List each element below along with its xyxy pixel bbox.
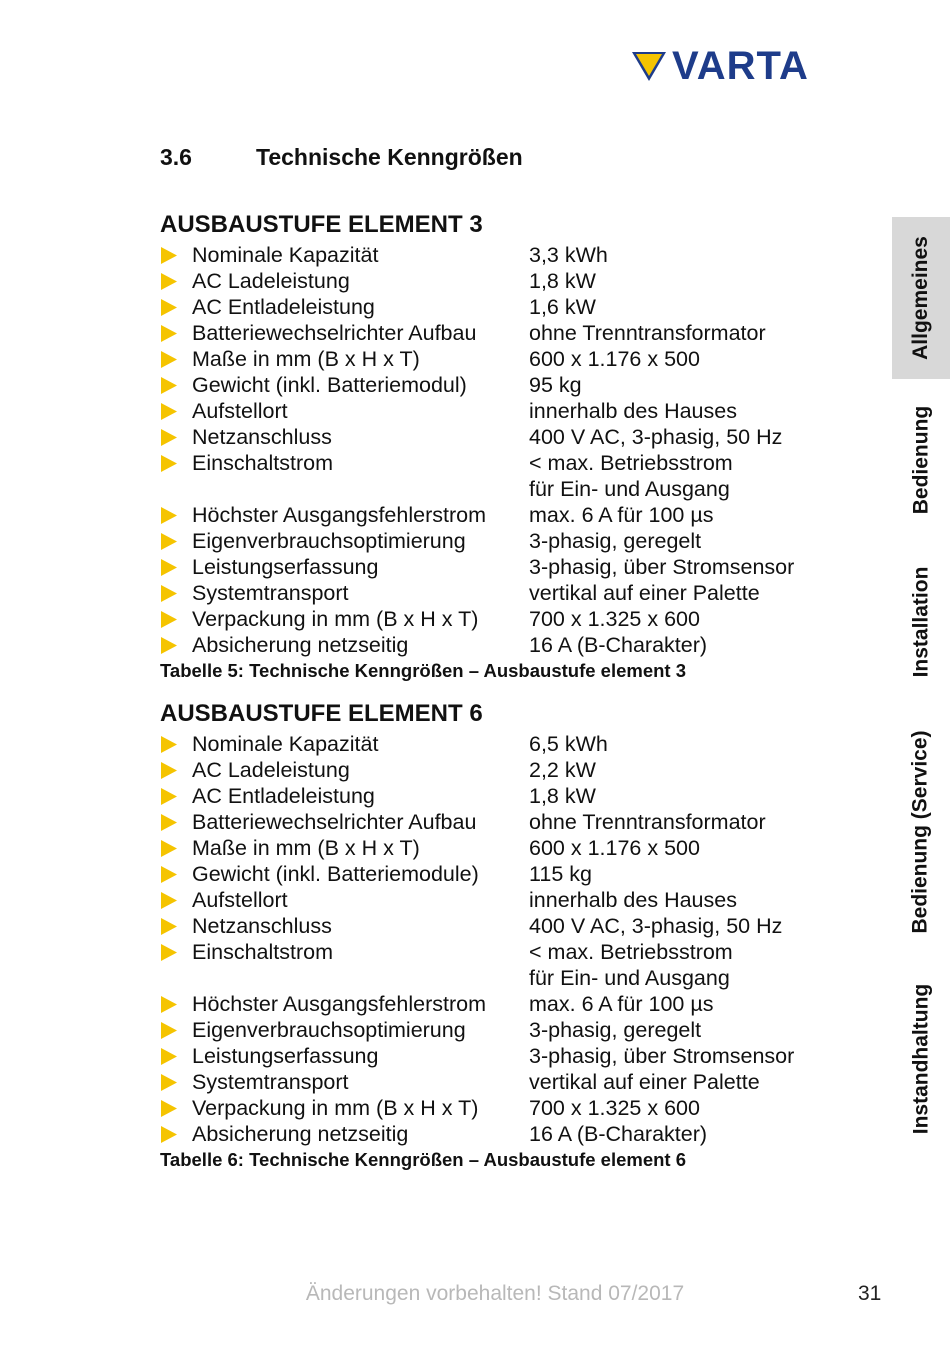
bullet-triangle-icon (160, 783, 192, 809)
bullet-triangle-icon (160, 528, 192, 554)
spec-value: max. 6 A für 100 µs (529, 992, 714, 1016)
spec-value: < max. Betriebsstrom für Ein- und Ausgang (529, 940, 733, 990)
footer-note: Änderungen vorbehalten! Stand 07/2017 (305, 1282, 685, 1305)
bullet-triangle-icon (160, 398, 192, 424)
bullet-triangle-icon (160, 835, 192, 861)
spec-row (160, 1121, 840, 1147)
spec-label: AC Ladeleistung (192, 758, 350, 782)
spec-value: ohne Trenntransformator (529, 810, 766, 834)
spec-label: Leistungserfassung (192, 555, 379, 579)
spec-label: Absicherung netzseitig (192, 1122, 409, 1146)
spec-label: Systemtransport (192, 581, 349, 605)
spec-value: 16 A (B-Charakter) (529, 1122, 708, 1146)
spec-row (160, 450, 840, 502)
spec-value: max. 6 A für 100 µs (529, 503, 714, 527)
spec-value: 700 x 1.325 x 600 (529, 607, 700, 631)
varta-logo (632, 44, 844, 88)
bullet-triangle-icon (160, 809, 192, 835)
spec-label: Leistungserfassung (192, 1044, 379, 1068)
varta-shield-icon (632, 50, 666, 82)
spec-row (160, 887, 840, 913)
tab-label: Allgemeines (909, 236, 932, 360)
bullet-triangle-icon (160, 887, 192, 913)
spec-label: AC Ladeleistung (192, 269, 350, 293)
spec-row (160, 991, 840, 1017)
spec-row (160, 294, 840, 320)
spec-list (160, 242, 840, 658)
tab-label: Bedienung (909, 405, 932, 515)
bullet-triangle-icon (160, 580, 192, 606)
spec-value: 400 V AC, 3-phasig, 50 Hz (529, 914, 783, 938)
tab-label: Installation (909, 566, 933, 678)
spec-value: 1,8 kW (529, 784, 596, 808)
spec-row (160, 398, 840, 424)
table-title: AUSBAUSTUFE ELEMENT 6 (160, 700, 483, 727)
spec-row (160, 1095, 840, 1121)
spec-label: Nominale Kapazität (192, 243, 379, 267)
spec-value: 600 x 1.176 x 500 (529, 347, 700, 371)
spec-label: Systemtransport (192, 1070, 349, 1094)
bullet-triangle-icon (160, 1017, 192, 1043)
bullet-triangle-icon (160, 913, 192, 939)
spec-row (160, 913, 840, 939)
spec-row (160, 1069, 840, 1095)
spec-row (160, 632, 840, 658)
section-title: Technische Kenngrößen (256, 144, 523, 170)
spec-label: AC Entladeleistung (192, 784, 375, 808)
spec-value: 16 A (B-Charakter) (529, 633, 708, 657)
table-title: AUSBAUSTUFE ELEMENT 3 (160, 211, 483, 238)
spec-row (160, 809, 840, 835)
spec-value: 115 kg (529, 862, 592, 886)
section-heading (160, 144, 760, 171)
spec-row (160, 861, 840, 887)
spec-label: Netzanschluss (192, 425, 332, 449)
bullet-triangle-icon (160, 1069, 192, 1095)
spec-row (160, 757, 840, 783)
spec-label: Absicherung netzseitig (192, 633, 409, 657)
spec-value: 1,8 kW (529, 269, 596, 293)
spec-label: Maße in mm (B x H x T) (192, 347, 420, 371)
tab-bedienung-service[interactable] (892, 712, 950, 952)
spec-label: Höchster Ausgangsfehlerstrom (192, 503, 486, 527)
bullet-triangle-icon (160, 1043, 192, 1069)
spec-list (160, 731, 840, 1147)
spec-row (160, 580, 840, 606)
bullet-triangle-icon (160, 861, 192, 887)
bullet-triangle-icon (160, 502, 192, 528)
spec-label: Verpackung in mm (B x H x T) (192, 1096, 479, 1120)
bullet-triangle-icon (160, 1121, 192, 1147)
spec-value: innerhalb des Hauses (529, 399, 737, 423)
spec-label: Aufstellort (192, 399, 288, 423)
spec-row (160, 372, 840, 398)
spec-row (160, 320, 840, 346)
spec-value: 2,2 kW (529, 758, 596, 782)
varta-logo-text: VARTA (672, 44, 809, 88)
spec-row (160, 502, 840, 528)
tab-bedienung[interactable] (892, 395, 950, 525)
bullet-triangle-icon (160, 268, 192, 294)
spec-value: 600 x 1.176 x 500 (529, 836, 700, 860)
spec-value: 700 x 1.325 x 600 (529, 1096, 700, 1120)
spec-value: vertikal auf einer Palette (529, 1070, 760, 1094)
spec-value: 3-phasig, geregelt (529, 1018, 702, 1042)
spec-row (160, 783, 840, 809)
spec-label: Einschaltstrom (192, 940, 333, 964)
spec-value: 1,6 kW (529, 295, 596, 319)
spec-row (160, 606, 840, 632)
bullet-triangle-icon (160, 991, 192, 1017)
spec-value: ohne Trenntransformator (529, 321, 766, 345)
spec-label: Gewicht (inkl. Batteriemodul) (192, 373, 467, 397)
tab-allgemeines[interactable] (892, 217, 950, 379)
spec-row (160, 835, 840, 861)
spec-value: 3-phasig, über Stromsensor (529, 1044, 795, 1068)
spec-label: Eigenverbrauchsoptimierung (192, 529, 466, 553)
spec-label: Höchster Ausgangsfehlerstrom (192, 992, 486, 1016)
bullet-triangle-icon (160, 424, 192, 450)
bullet-triangle-icon (160, 372, 192, 398)
tab-label: Bedienung (Service) (909, 730, 932, 934)
spec-value: 3-phasig, über Stromsensor (529, 555, 795, 579)
tab-instandhaltung[interactable] (892, 969, 950, 1149)
bullet-triangle-icon (160, 554, 192, 580)
spec-row (160, 554, 840, 580)
spec-label: Gewicht (inkl. Batteriemodule) (192, 862, 479, 886)
spec-label: Batteriewechselrichter Aufbau (192, 321, 477, 345)
spec-row (160, 1017, 840, 1043)
spec-value: 6,5 kWh (529, 732, 608, 756)
bullet-triangle-icon (160, 242, 192, 268)
spec-label: AC Entladeleistung (192, 295, 375, 319)
spec-row (160, 1043, 840, 1069)
spec-label: Batteriewechselrichter Aufbau (192, 810, 477, 834)
tab-installation[interactable] (892, 547, 950, 697)
bullet-triangle-icon (160, 346, 192, 372)
spec-table-element-3 (160, 208, 840, 683)
tab-label: Instandhaltung (909, 983, 932, 1135)
chapter-tabs (892, 217, 950, 1167)
spec-row (160, 346, 840, 372)
bullet-triangle-icon (160, 320, 192, 346)
spec-row (160, 242, 840, 268)
spec-row (160, 268, 840, 294)
spec-row (160, 731, 840, 757)
spec-row (160, 528, 840, 554)
bullet-triangle-icon (160, 450, 192, 476)
spec-value: 95 kg (529, 373, 582, 397)
spec-row (160, 939, 840, 991)
spec-label: Nominale Kapazität (192, 732, 379, 756)
spec-value: < max. Betriebsstrom für Ein- und Ausgang (529, 451, 733, 501)
spec-label: Eigenverbrauchsoptimierung (192, 1018, 466, 1042)
bullet-triangle-icon (160, 1095, 192, 1121)
section-number: 3.6 (160, 144, 192, 170)
spec-label: Verpackung in mm (B x H x T) (192, 607, 479, 631)
table-caption: Tabelle 5: Technische Kenngrößen – Ausbaustufe element 3 (160, 660, 687, 681)
spec-value: innerhalb des Hauses (529, 888, 737, 912)
page-number: 31 (858, 1282, 882, 1305)
bullet-triangle-icon (160, 606, 192, 632)
bullet-triangle-icon (160, 632, 192, 658)
spec-value: vertikal auf einer Palette (529, 581, 760, 605)
bullet-triangle-icon (160, 757, 192, 783)
spec-value: 400 V AC, 3-phasig, 50 Hz (529, 425, 783, 449)
spec-value: 3,3 kWh (529, 243, 608, 267)
bullet-triangle-icon (160, 294, 192, 320)
spec-value: 3-phasig, geregelt (529, 529, 702, 553)
spec-label: Einschaltstrom (192, 451, 333, 475)
spec-label: Netzanschluss (192, 914, 332, 938)
bullet-triangle-icon (160, 939, 192, 965)
table-caption: Tabelle 6: Technische Kenngrößen – Ausbaustufe element 6 (160, 1149, 687, 1170)
spec-table-element-6 (160, 697, 840, 1172)
bullet-triangle-icon (160, 731, 192, 757)
spec-label: Aufstellort (192, 888, 288, 912)
spec-row (160, 424, 840, 450)
spec-label: Maße in mm (B x H x T) (192, 836, 420, 860)
